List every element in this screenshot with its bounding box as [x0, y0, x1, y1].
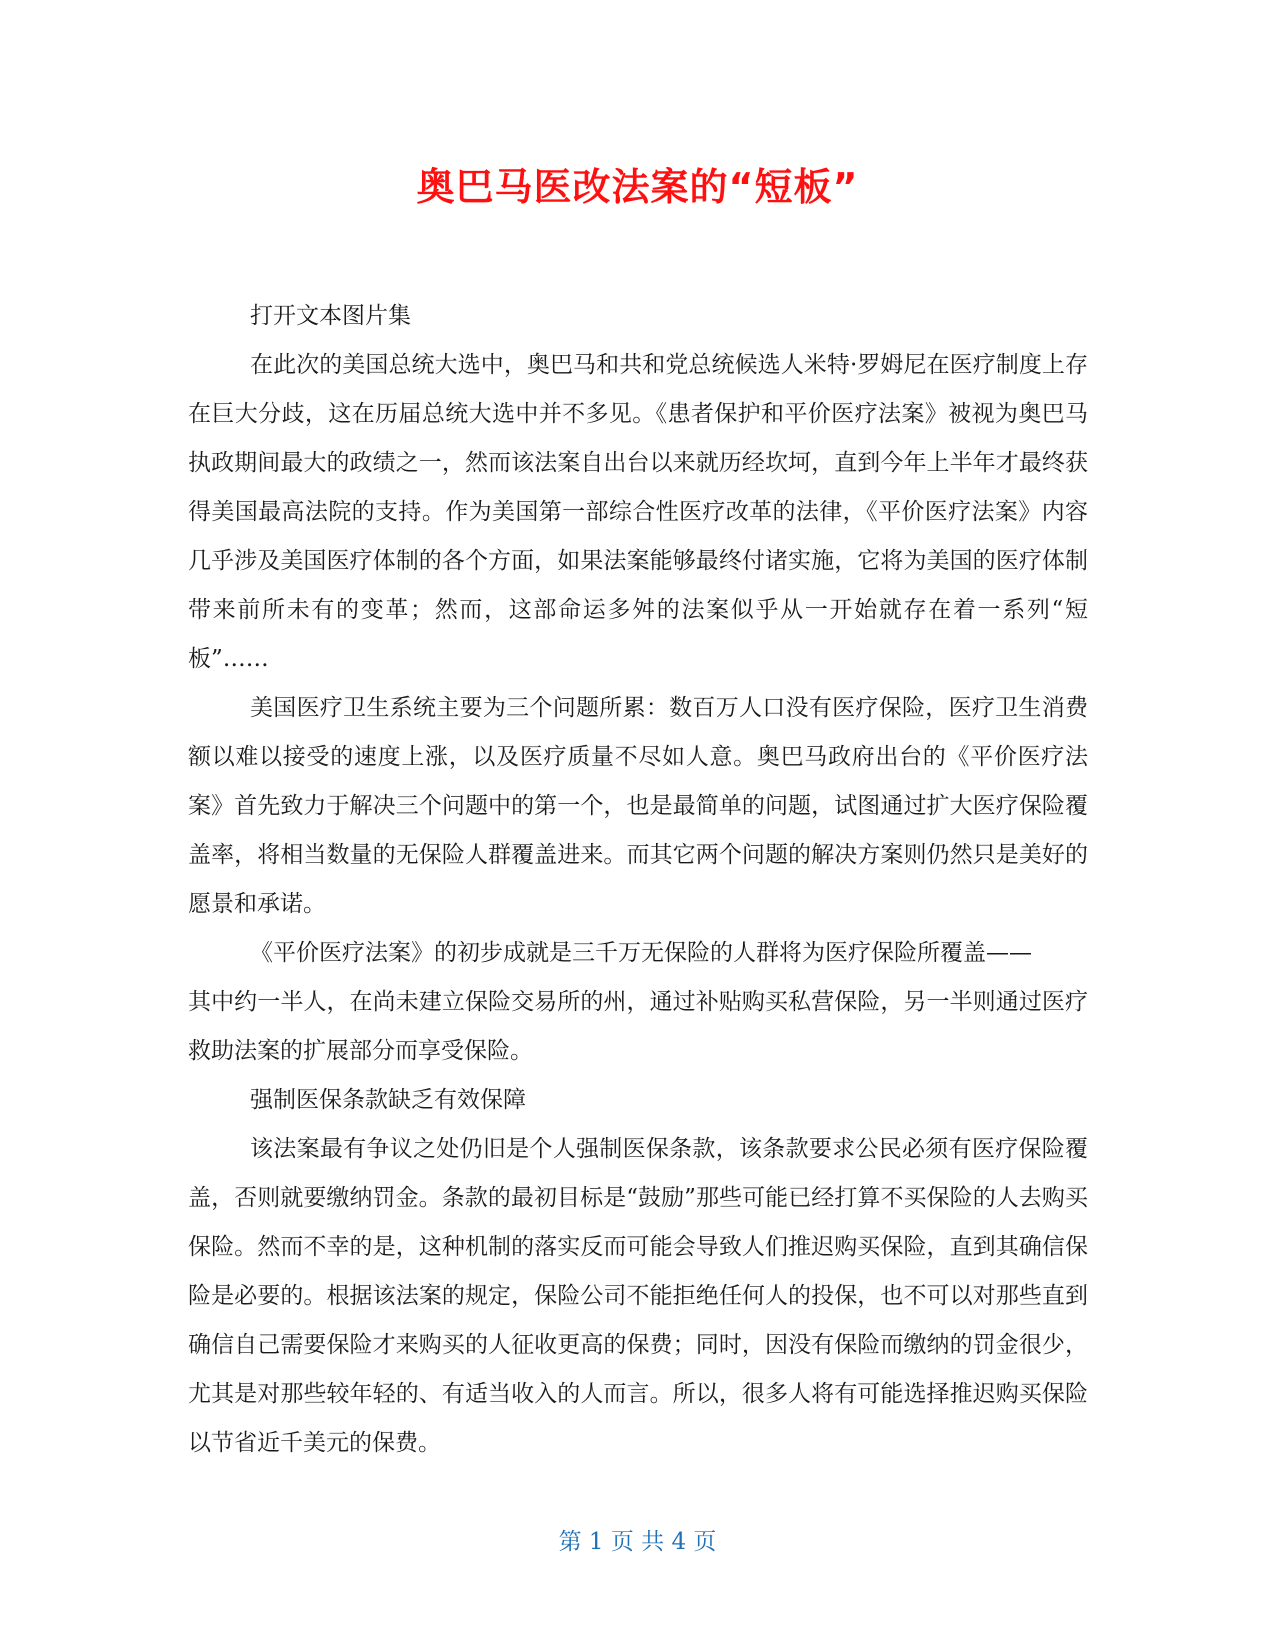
document-title: 奥巴马医改法案的“短板” [416, 165, 859, 209]
paragraph-2: 在此次的美国总统大选中，奥巴马和共和党总统候选人米特·罗姆尼在医疗制度上存在巨大分歧，这在历届总统大选中并不多见。《患者保护和平价医疗法案》被视为奥巴马执政期间最大的政绩之一，然而该法案自出台以来就历经坎坷，直到今年上半年才最终获得美国最高法院的支持。作为美国第一部综合性医疗改革的法律，《平价医疗法案》内容几乎涉及美国医疗体制的各个方面，如果法案能够最终付诸实施，它将为美国的医疗体制带来前所未有的变革；然而，这部命运多舛的法案似乎从一开始就存在着一系列“短板”…… [188, 352, 1088, 672]
document-body [188, 292, 1088, 1468]
paragraph-3: 美国医疗卫生系统主要为三个问题所累：数百万人口没有医疗保险，医疗卫生消费额以难以接受的速度上涨，以及医疗质量不尽如人意。奥巴马政府出台的《平价医疗法案》首先致力于解决三个问题中的第一个，也是最简单的问题，试图通过扩大医疗保险覆盖率，将相当数量的无保险人群覆盖进来。而其它两个问题的解决方案则仍然只是美好的愿景和承诺。 [188, 695, 1088, 917]
paragraph-6: 该法案最有争议之处仍旧是个人强制医保条款，该条款要求公民必须有医疗保险覆盖，否则就要缴纳罚金。条款的最初目标是“鼓励”那些可能已经打算不买保险的人去购买保险。然而不幸的是，这种机制的落实反而可能会导致人们推迟购买保险，直到其确信保险是必要的。根据该法案的规定，保险公司不能拒绝任何人的投保，也不可以对那些直到确信自己需要保险才来购买的人征收更高的保费；同时，因没有保险而缴纳的罚金很少，尤其是对那些较年轻的、有适当收入的人而言。所以，很多人将有可能选择推迟购买保险以节省近千美元的保费。 [188, 1136, 1088, 1456]
section-heading: 强制医保条款缺乏有效保障 [250, 1087, 526, 1113]
paragraph-5: 其中约一半人，在尚未建立保险交易所的州，通过补贴购买私营保险，另一半则通过医疗救助法案的扩展部分而享受保险。 [188, 989, 1088, 1064]
paragraph-4: 《平价医疗法案》的初步成就是三千万无保险的人群将为医疗保险所覆盖—— [250, 940, 1032, 966]
page-number-footer: 第 1 页 共 4 页 [558, 1529, 717, 1555]
paragraph-1: 打开文本图片集 [250, 303, 411, 329]
